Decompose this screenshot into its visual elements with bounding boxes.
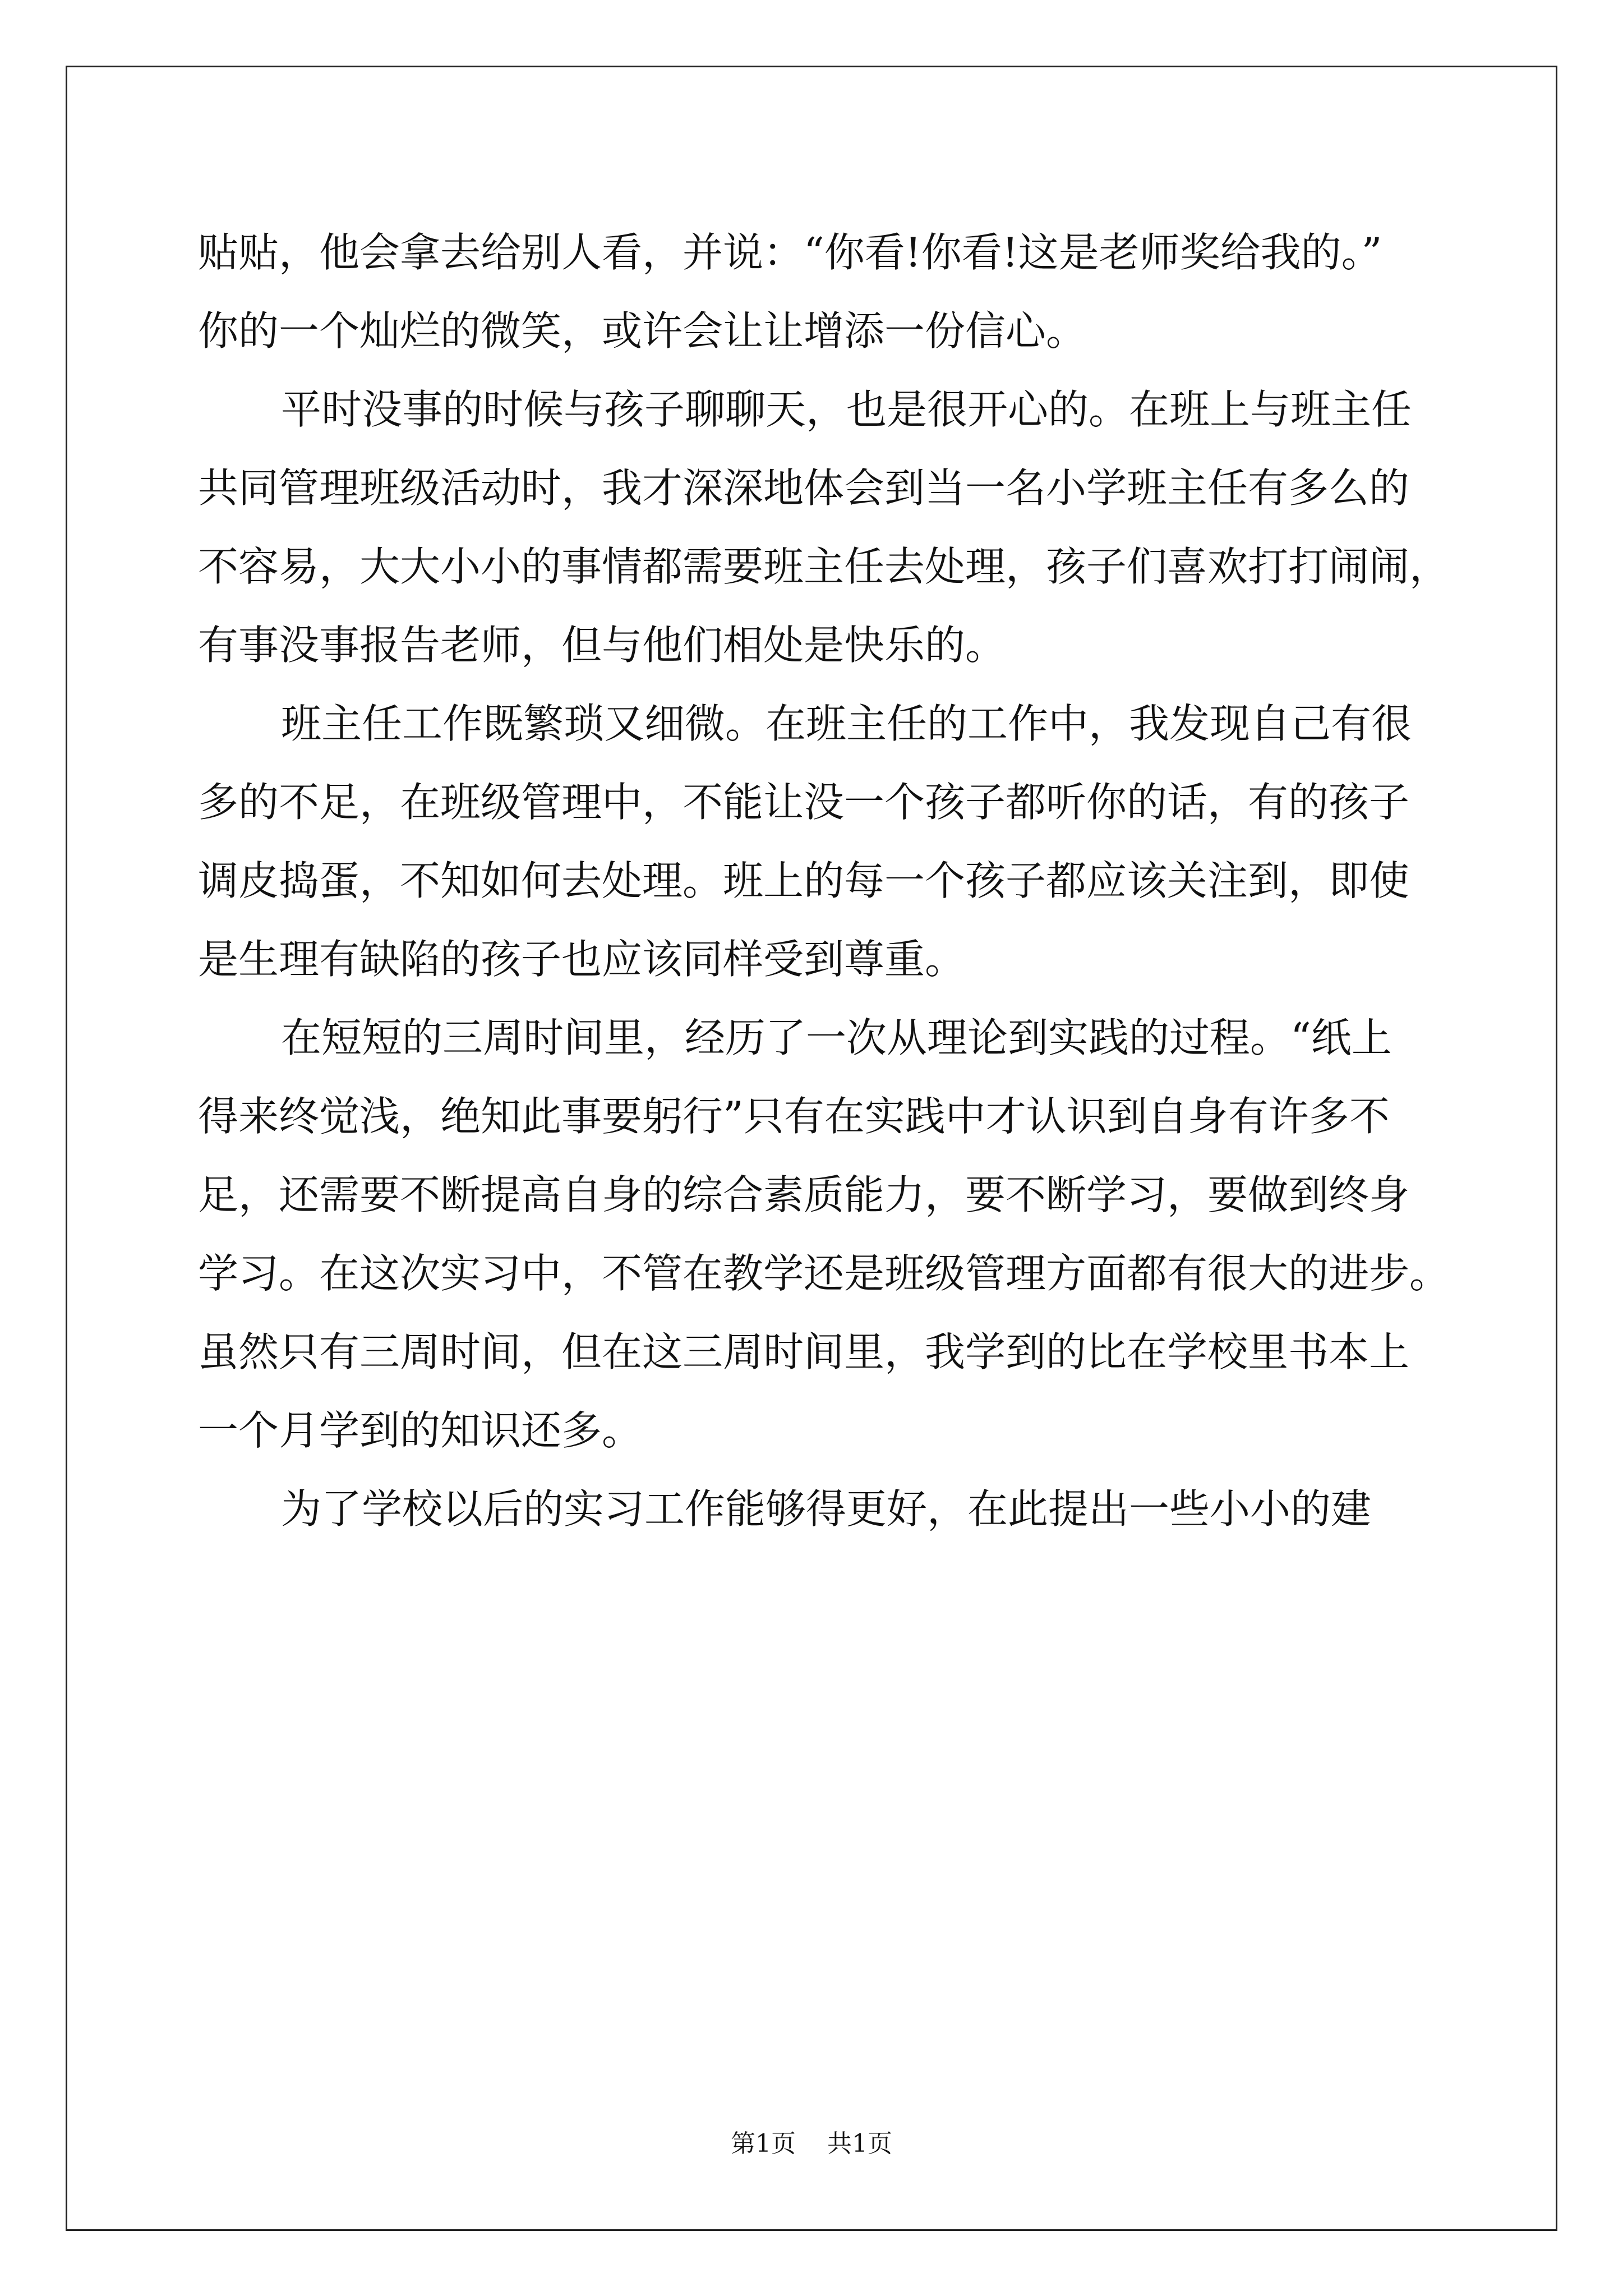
text-line: 共同管理班级活动时，我才深深地体会到当一名小学班主任有多么的 xyxy=(198,464,1410,512)
text-line: 不容易，大大小小的事情都需要班主任去处理，孩子们喜欢打打闹闹， xyxy=(198,543,1450,590)
text-line: 虽然只有三周时间，但在这三周时间里，我学到的比在学校里书本上 xyxy=(198,1328,1410,1375)
text-line: 学习。在这次实习中，不管在教学还是班级管理方面都有很大的进步。 xyxy=(198,1250,1450,1297)
page-number-current: 第1页 xyxy=(731,2129,796,2158)
text-line: 为了学校以后的实习工作能够得更好，在此提出一些小小的建 xyxy=(281,1485,1372,1533)
text-line: 足，还需要不断提高自身的综合素质能力，要不断学习，要做到终身 xyxy=(198,1171,1410,1218)
text-line: 一个月学到的知识还多。 xyxy=(198,1407,643,1454)
text-line: 贴贴，他会拿去给别人看，并说：“你看!你看!这是老师奖给我的。” xyxy=(198,229,1382,276)
text-line: 调皮捣蛋，不知如何去处理。班上的每一个孩子都应该关注到，即使 xyxy=(198,857,1410,904)
text-line: 得来终觉浅，绝知此事要躬行”只有在实践中才认识到自身有许多不 xyxy=(198,1093,1390,1140)
page-number-total: 共1页 xyxy=(827,2129,892,2158)
text-line: 多的不足，在班级管理中，不能让没一个孩子都听你的话，有的孩子 xyxy=(198,779,1410,826)
text-line: 你的一个灿烂的微笑，或许会让让增添一份信心。 xyxy=(198,307,1087,355)
text-line: 在短短的三周时间里，经历了一次从理论到实践的过程。“纸上 xyxy=(281,1014,1392,1061)
text-line: 班主任工作既繁琐又细微。在班主任的工作中，我发现自己有很 xyxy=(281,700,1412,747)
document-body xyxy=(198,213,1450,1548)
text-line: 平时没事的时候与孩子聊聊天，也是很开心的。在班上与班主任 xyxy=(281,386,1412,433)
page-footer xyxy=(0,2127,1623,2161)
text-line: 是生理有缺陷的孩子也应该同样受到尊重。 xyxy=(198,936,966,983)
text-line: 有事没事报告老师，但与他们相处是快乐的。 xyxy=(198,622,1006,669)
